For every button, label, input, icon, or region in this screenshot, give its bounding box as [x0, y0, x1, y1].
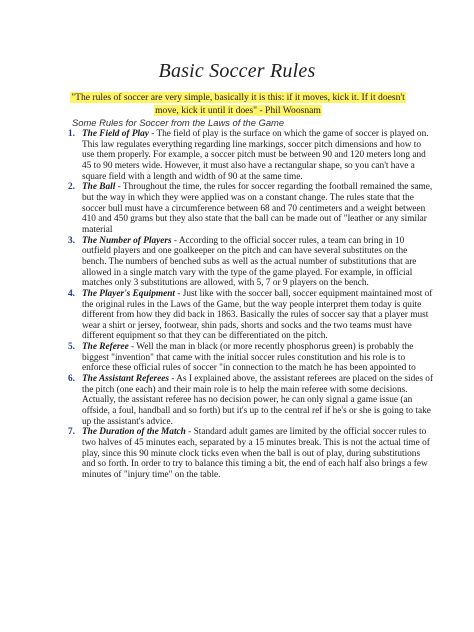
rule-text: - According to the official soccer rules, a team can bring in 10 outfield players and one goalkeeper on the pitch and can have several substitutes on the bench. The numbers of benched subs as well as the actual number of substitutions that are allowed in a single match vary with the type of the game played. For example, in official matches only 3 substitutions are allowed, with 5, 7 or 9 players on the bench.	[82, 235, 417, 289]
list-number: 3.	[68, 235, 75, 246]
section-subtitle: Some Rules for Soccer from the Laws of the Game	[72, 117, 285, 128]
list-number: 5.	[68, 342, 75, 353]
list-number: 2.	[68, 182, 75, 193]
rules-list	[68, 129, 434, 481]
list-number: 6.	[68, 374, 75, 385]
rule-heading: The Number of Players	[82, 235, 172, 246]
rule-text: - The field of play is the surface on which the game of soccer is played on. This law regulates everything regarding line markings, soccer pitch dimensions and how to use them properly. For example, a soccer pitch must be between 90 and 120 meters long and 45 to 90 meters wide. However, it must also have a rectangular shape, so you can't have a square field with a length and width of 90 at the same time.	[82, 129, 429, 182]
highlighted-quote	[60, 92, 416, 117]
rule-heading: The Field of Play	[82, 129, 149, 139]
page-title: Basic Soccer Rules	[158, 60, 316, 82]
list-item	[68, 342, 434, 374]
list-item	[68, 374, 434, 427]
rule-text: - Throughout the time, the rules for soccer regarding the football remained the same, but the way in which they were applied was on a constant change. The rules state that the soccer bull must have a circumference between 68 and 70 centimeters and a weight between 410 and 450 grams but they also state that the ball can be made out of "leather or any similar material	[82, 182, 433, 235]
list-item	[68, 427, 434, 480]
list-number: 4.	[68, 288, 75, 299]
quote-text: "The rules of soccer are very simple, basically it is this: if it moves, kick it. If it doesn't move, kick it until it does" - Phil Woosnam	[71, 92, 405, 116]
list-number: 7.	[68, 427, 75, 438]
rule-heading: The Assistant Referees	[82, 374, 169, 385]
rule-heading: The Ball	[82, 182, 116, 193]
list-item	[68, 182, 434, 235]
list-item	[68, 288, 434, 342]
rule-heading: The Player's Equipment	[82, 288, 175, 299]
rule-text: - As I explained above, the assistant referees are placed on the sides of the pitch (one each) and their main role is to help the main referee with some decisions. Actually, the assistant referee has no decision power, he can only signal a game issue (an offside, a foul, handball and so forth) but it's up to the central ref if he's or she is going to take up the assistant's advice.	[82, 374, 434, 427]
rule-heading: The Duration of the Match	[82, 427, 186, 438]
list-item	[68, 129, 434, 182]
rule-text: - Standard adult games are limited by the official soccer rules to two halves of 45 minutes each, separated by a 15 minutes break. This is not the actual time of play, since this 90 minute clock ticks even when the ball is out of play, during substitutions and so forth. In order to try to balance this timing a bit, the end of each half also brings a few minutes of "injury time" on the table.	[82, 427, 430, 480]
rule-text: - Well the man in black (or more recently phosphorus green) is probably the biggest "invention" that came with the initial soccer rules constitution and his role is to enforce these official rules of soccer "in connection to the match he has been appointed to	[82, 342, 416, 374]
rule-text: - Just like with the soccer ball, soccer equipment maintained most of the original rules in the Laws of the Game, but the way people interpret them today is quite different from how they did back in 1863. Basically the rules of soccer say that a player must wear a shirt or jersey, footwear, shin pads, shorts and socks and the two teams must have different equipment so that they can be differentiated on the pitch.	[82, 288, 433, 342]
list-number: 1.	[68, 129, 75, 139]
rule-heading: The Referee	[82, 342, 129, 353]
list-item	[68, 235, 434, 289]
